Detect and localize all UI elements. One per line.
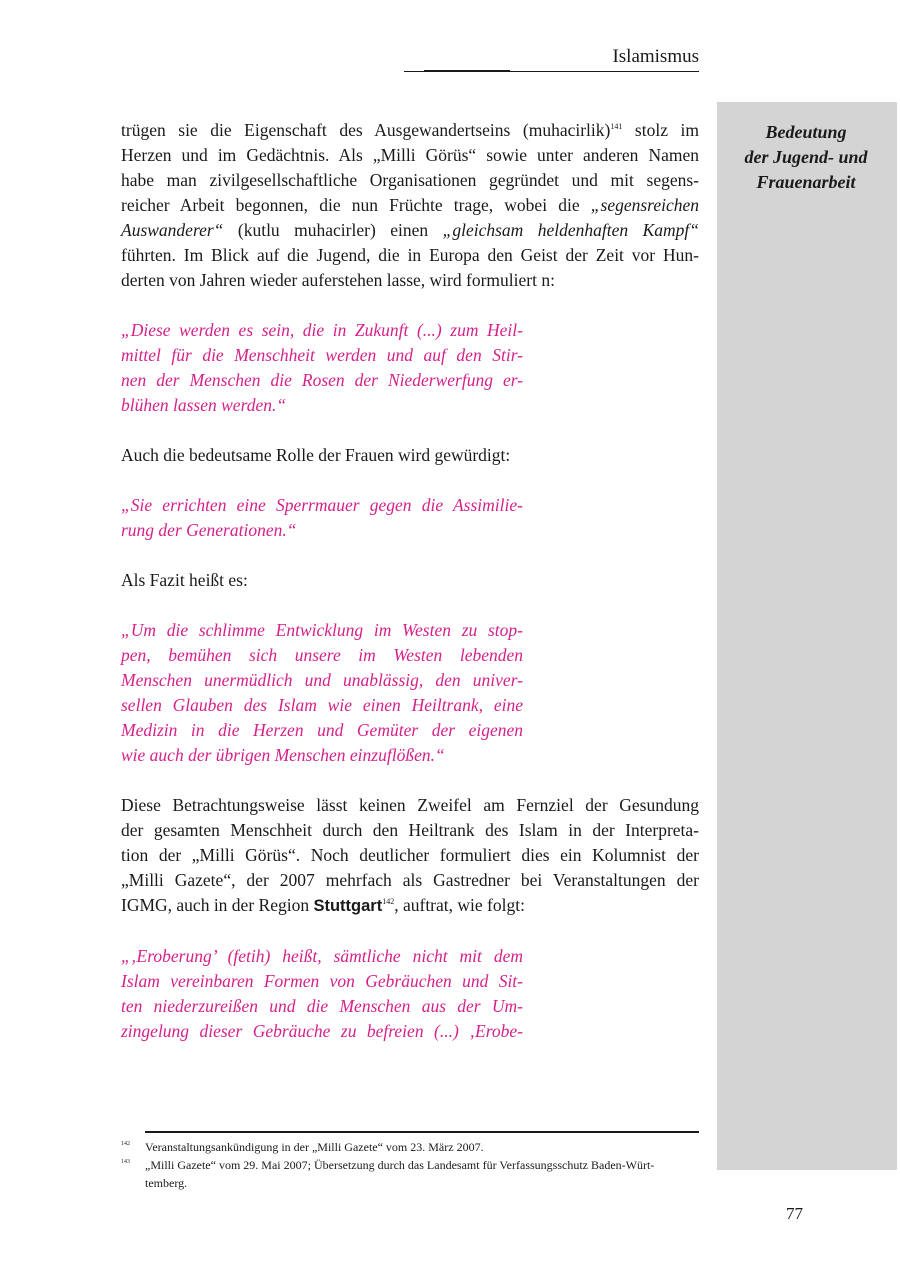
text-line: Auch die bedeutsame Rolle der Frauen wird gewürdigt: xyxy=(121,445,511,465)
text-line: der gesamten Menschheit durch den Heiltrank des Islam in der Interpreta- xyxy=(121,820,699,840)
quote-line: pen, bemühen sich unsere im Westen lebenden xyxy=(121,645,523,665)
footnote xyxy=(121,1156,699,1192)
text-line: Herzen und im Gedächtnis. Als „Milli Görüs“ sowie unter anderen Namen xyxy=(121,145,699,165)
quote-line: Medizin in die Herzen und Gemüter der eigenen xyxy=(121,720,523,740)
block-quote-2 xyxy=(121,493,523,543)
running-header: Islamismus xyxy=(612,46,699,67)
text-line xyxy=(121,218,699,243)
text-line xyxy=(121,118,699,143)
text-line xyxy=(121,193,699,218)
footnote-text: Veranstaltungsankündigung in der „Milli Gazete“ vom 23. März 2007. xyxy=(145,1140,484,1154)
block-quote-1 xyxy=(121,318,523,418)
text-run: stolz im xyxy=(622,120,699,140)
block-quote-3 xyxy=(121,618,523,768)
text-line: Als Fazit heißt es: xyxy=(121,570,248,590)
footnote-ref: 141 xyxy=(610,122,623,131)
quote-line: wie auch der übrigen Menschen einzuflößen.“ xyxy=(121,745,445,765)
quote-line: „Diese werden es sein, die in Zukunft (...) zum Heil- xyxy=(121,320,523,340)
margin-note-line: Frauenarbeit xyxy=(756,172,856,192)
footnote-number: 143 xyxy=(121,1159,130,1165)
text-line: führten. Im Blick auf die Jugend, die in Europa den Geist der Zeit vor Hun- xyxy=(121,245,699,265)
quote-line: zingelung dieser Gebräuche zu befreien (...) ‚Erobe- xyxy=(121,1021,523,1041)
page-number: 77 xyxy=(786,1204,803,1223)
text-run: (kutlu muhacirler) einen xyxy=(223,220,443,240)
footnote-text: „Milli Gazete“ vom 29. Mai 2007; Übersetzung durch das Landesamt für Verfassungsschutz Baden-Würt- xyxy=(145,1158,655,1172)
quote-line: mittel für die Menschheit werden und auf den Stir- xyxy=(121,345,523,365)
paragraph-4 xyxy=(121,793,699,919)
quote-line: Islam vereinbaren Formen von Gebräuchen und Sit- xyxy=(121,971,523,991)
quoted-phrase: Auswanderer“ xyxy=(121,220,224,240)
margin-note xyxy=(724,120,888,195)
footnote-ref: 142 xyxy=(382,897,395,906)
main-text xyxy=(121,118,699,1044)
paragraph-3 xyxy=(121,568,699,593)
margin-note-line: der Jugend- und xyxy=(744,147,868,167)
quoted-phrase: „gleichsam heldenhaften Kampf“ xyxy=(442,220,699,240)
quoted-phrase: „segensreichen xyxy=(590,195,699,215)
text-run: reicher Arbeit begonnen, die nun Früchte trage, wobei die xyxy=(121,195,591,215)
paragraph-2 xyxy=(121,443,699,468)
quote-line: „‚Eroberung’ (fetih) heißt, sämtliche nicht mit dem xyxy=(121,946,523,966)
quote-line: nen der Menschen die Rosen der Niederwerfung er- xyxy=(121,370,523,390)
footnote-number: 142 xyxy=(121,1141,130,1147)
text-line: „Milli Gazete“, der 2007 mehrfach als Gastredner bei Veranstaltungen der xyxy=(121,870,699,890)
text-line: derten von Jahren wieder auferstehen lasse, wird formuliert n: xyxy=(121,270,555,290)
quote-line: Menschen unermüdlich und unablässig, den univer- xyxy=(121,670,523,690)
margin-note-line: Bedeutung xyxy=(765,122,847,142)
text-run: IGMG, auch in der Region xyxy=(121,895,314,915)
text-line xyxy=(121,893,699,919)
highlighted-place: Stuttgart xyxy=(313,897,383,915)
quote-line: sellen Glauben des Islam wie einen Heiltrank, eine xyxy=(121,695,523,715)
text-run: , auftrat, wie folgt: xyxy=(394,895,525,915)
text-line: tion der „Milli Görüs“. Noch deutlicher formuliert dies ein Kolumnist der xyxy=(121,845,699,865)
quote-line: „Um die schlimme Entwicklung im Westen zu stop- xyxy=(121,620,523,640)
text-line: habe man zivilgesellschaftliche Organisationen gegründet und mit segens- xyxy=(121,170,699,190)
footnote xyxy=(121,1138,699,1156)
paragraph-1 xyxy=(121,118,699,293)
text-line: Diese Betrachtungsweise lässt keinen Zweifel am Fernziel der Gesundung xyxy=(121,795,699,815)
text-run: trügen sie die Eigenschaft des Ausgewandertseins (muhacirlik) xyxy=(121,120,611,140)
block-quote-4 xyxy=(121,944,523,1044)
quote-line: „Sie errichten eine Sperrmauer gegen die Assimilie- xyxy=(121,495,523,515)
margin-sidebar xyxy=(717,102,897,1170)
footnote-text-continued: temberg. xyxy=(145,1176,188,1190)
quote-line: blühen lassen werden.“ xyxy=(121,395,287,415)
footnote-rule xyxy=(145,1131,699,1133)
footnotes xyxy=(121,1138,699,1192)
quote-line: rung der Generationen.“ xyxy=(121,520,297,540)
quote-line: ten niederzureißen und die Menschen aus der Um- xyxy=(121,996,523,1016)
header-rule-accent xyxy=(424,70,510,72)
